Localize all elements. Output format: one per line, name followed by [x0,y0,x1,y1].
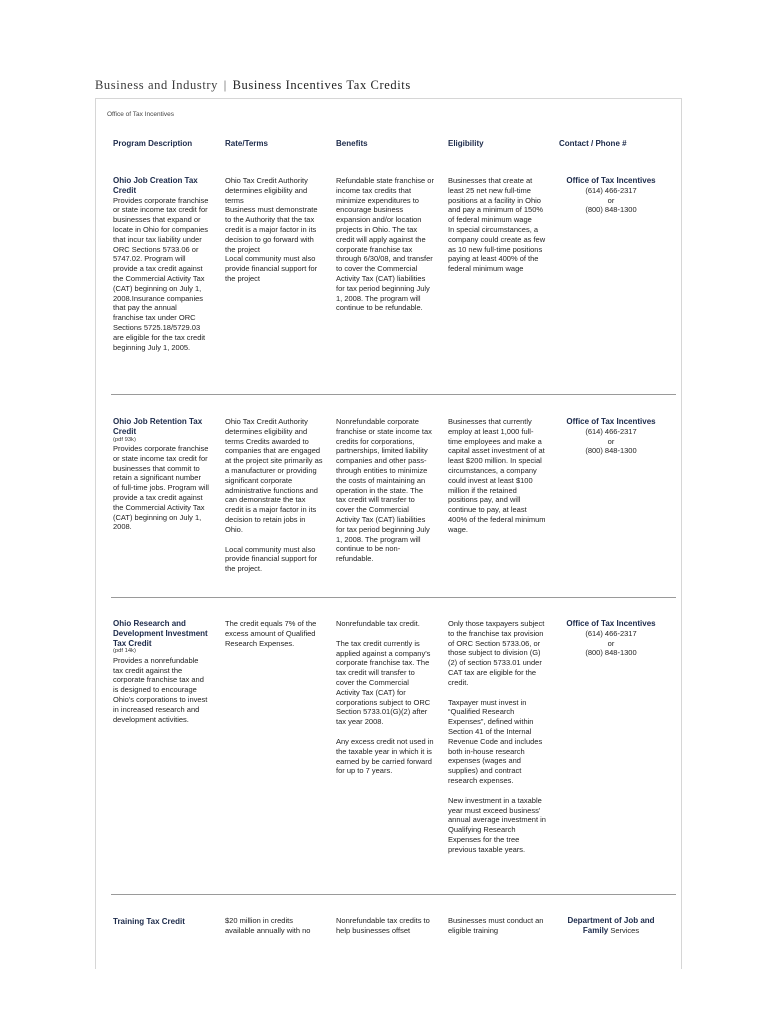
paragraph-gap [448,688,546,698]
row-1-eligibility [448,176,546,274]
contact-phone: (800) 848-1300 [585,446,637,456]
row-1-benefits [336,176,434,313]
pdf-size: (pdf 93k) [113,436,136,443]
eligibility-text: Only those taxpayers subject to the franchise tax provision of ORC Section 5733.06, or those subject to division (G)(2) of section 5733.01 under CAT tax are eligible for the credit. [448,619,545,687]
program-description: Provides corporate franchise or state income tax credit for businesses that expand or locate in Ohio for companies that incur tax liability under ORC Sections 5733.06 or 5747.02. Program will provide a tax credit against the Commercial Activity Tax (CAT) beginning on July 1, 2008.Insurance companies that pay the annual franchise tax under ORC Sections 5725.18/5729.03 are eligible for the tax credit beginning July 1, 2005. [113,195,209,352]
program-title-link[interactable]: Training Tax Credit [113,917,185,926]
contact-phone: (614) 466-2317 [585,185,637,195]
paragraph-gap [336,629,434,639]
row-divider [111,894,676,895]
page-heading [95,78,411,93]
row-1-rate [225,176,323,284]
heading-current: Business Incentives Tax Credits [232,78,411,92]
eligibility-text: Businesses that create at least 25 net new full-time positions at a facility in Ohio and pay a minimum of 150% of federal minimum wage [448,176,544,225]
row-divider [111,394,676,395]
col-program-description: Program Description [113,139,193,148]
rate-text: $20 million in credits available annually with no [225,916,311,935]
row-3-benefits [336,619,434,776]
col-contact: Contact / Phone # [559,139,627,148]
contact-or: or [607,195,615,205]
contact-phone: (800) 848-1300 [585,205,637,215]
row-2-eligibility [448,417,546,535]
contact-phone: (614) 466-2317 [585,628,637,638]
row-1-contact [556,176,666,215]
row-3-contact [556,619,666,658]
row-1-description [113,176,209,352]
row-3-description [113,619,209,724]
eligibility-text: New investment in a taxable year must exceed business' annual average investment in Qualifying Research Expenses for the tree previous taxable years. [448,795,546,854]
benefits-text: Refundable state franchise or income tax credits that minimize expenditures to encourage business expansion and/or location projects in Ohio. The tax credit will apply against the corporate franchise tax through 6/30/08, and transfer to cover the Commercial Activity Tax (CAT) liabilities for tax period beginning July 1, 2008. The program will continue to be refundable. [336,176,434,313]
contact-or: or [607,436,615,446]
program-description: Provides corporate franchise or state income tax credit for businesses that commit to retain a significant number of full-time jobs. Program will provide a tax credit against the Commercial Activity Tax (CAT) beginning on July 1, 2008. [113,444,209,532]
row-2-contact [556,417,666,456]
rate-text: The credit equals 7% of the excess amount of Qualified Research Expenses. [225,619,317,648]
contact-org-link[interactable]: Office of Tax Incentives [566,619,656,628]
benefits-text: The tax credit currently is applied against a company's corporate franchise tax. The tax credit will transfer to cover the Commercial Activity Tax (CAT) for corporations subject to ORC Section 5733.01(G)(2) after tax year 2008. [336,638,431,727]
office-link[interactable]: Office of Tax Incentives [107,111,174,118]
paragraph-gap [225,535,323,545]
rate-text: Local community must also provide financial support for the project [225,254,318,283]
row-4-description [113,917,209,927]
row-2-benefits [336,417,434,564]
row-4-benefits [336,916,434,936]
program-title-link[interactable]: Ohio Job Retention Tax Credit [113,417,203,436]
row-4-rate [225,916,323,936]
col-benefits: Benefits [336,139,368,148]
row-4-eligibility [448,916,546,936]
row-3-eligibility [448,619,546,855]
paragraph-gap [448,786,546,796]
rate-text: Local community must also provide financial support for the project. [225,544,318,574]
contact-org-link[interactable]: Department of Job and Family [567,916,655,935]
benefits-text: Nonrefundable corporate franchise or state income tax credits for corporations, partnerships, limited liability companies and other pass-through entities to minimize the costs of maintaining an operation in the state. The tax credit will transfer to cover the Commercial Activity Tax (CAT) liabilities for tax period beginning July 1, 2008. The program will continue to be non-refundable. [336,417,432,564]
rate-text: Ohio Tax Credit Authority determines eligibility and terms Credits awarded to companies that are engaged at the project site primarily as a manufacturer or providing significant corporate administrative functions and can demonstrate the tax credit is a major factor in its decision to retain jobs in Ohio. [225,417,323,534]
rate-text: Ohio Tax Credit Authority determines eligibility and terms [225,176,308,205]
eligibility-text: In special circumstances, a company could create as few as 10 new full-time positions paying at least 400% of the federal minimum wage [448,224,546,274]
contact-phone: (800) 848-1300 [585,648,637,658]
program-title-link[interactable]: Ohio Research and Development Investment Tax Credit [113,619,208,648]
pdf-size: (pdf 14k) [113,648,136,655]
row-3-rate [225,619,323,648]
row-4-contact [556,916,666,936]
benefits-text: Any excess credit not used in the taxable year in which it is earned by be carried forward for up to 7 years. [336,736,434,776]
row-2-rate [225,417,323,574]
row-divider [111,597,676,598]
benefits-text: Nonrefundable tax credits to help businesses offset [336,916,430,935]
program-title-link[interactable]: Ohio Job Creation Tax Credit [113,176,198,195]
contact-org-link[interactable]: Office of Tax Incentives [566,417,656,426]
paragraph-gap [336,727,434,737]
program-description: Provides a nonrefundable tax credit against the corporate franchise tax and is designed to encourage Ohio's corporations to invest in increased research and development activities. [113,655,208,724]
contact-org-suffix: Services [610,925,640,935]
eligibility-text: Businesses that currently employ at least 1,000 full-time employees and make a capital asset investment of at least $200 million. In special circumstances, a company could invest at least $100 million if the retained positions pay, and will continue to pay, at least 400% of the federal minimum wage. [448,417,546,534]
contact-phone: (614) 466-2317 [585,426,637,436]
contact-org-link[interactable]: Office of Tax Incentives [566,176,656,185]
heading-section[interactable]: Business and Industry [95,78,219,92]
col-rate-terms: Rate/Terms [225,139,268,148]
eligibility-text: Taxpayer must invest in “Qualified Research Expenses”, defined within Section 41 of the Internal Revenue Code and includes both in-house research expenses (wages and supplies) and contract research expenses. [448,697,543,785]
incentives-panel [95,98,682,969]
heading-separator: | [223,78,227,92]
benefits-text: Nonrefundable tax credit. [336,619,420,628]
row-2-description [113,417,209,532]
col-eligibility: Eligibility [448,139,484,148]
eligibility-text: Businesses must conduct an eligible training [448,916,544,935]
contact-or: or [607,638,615,648]
rate-text: Business must demonstrate to the Authority that the tax credit is a major factor in its decision to go forward with the project [225,205,318,254]
